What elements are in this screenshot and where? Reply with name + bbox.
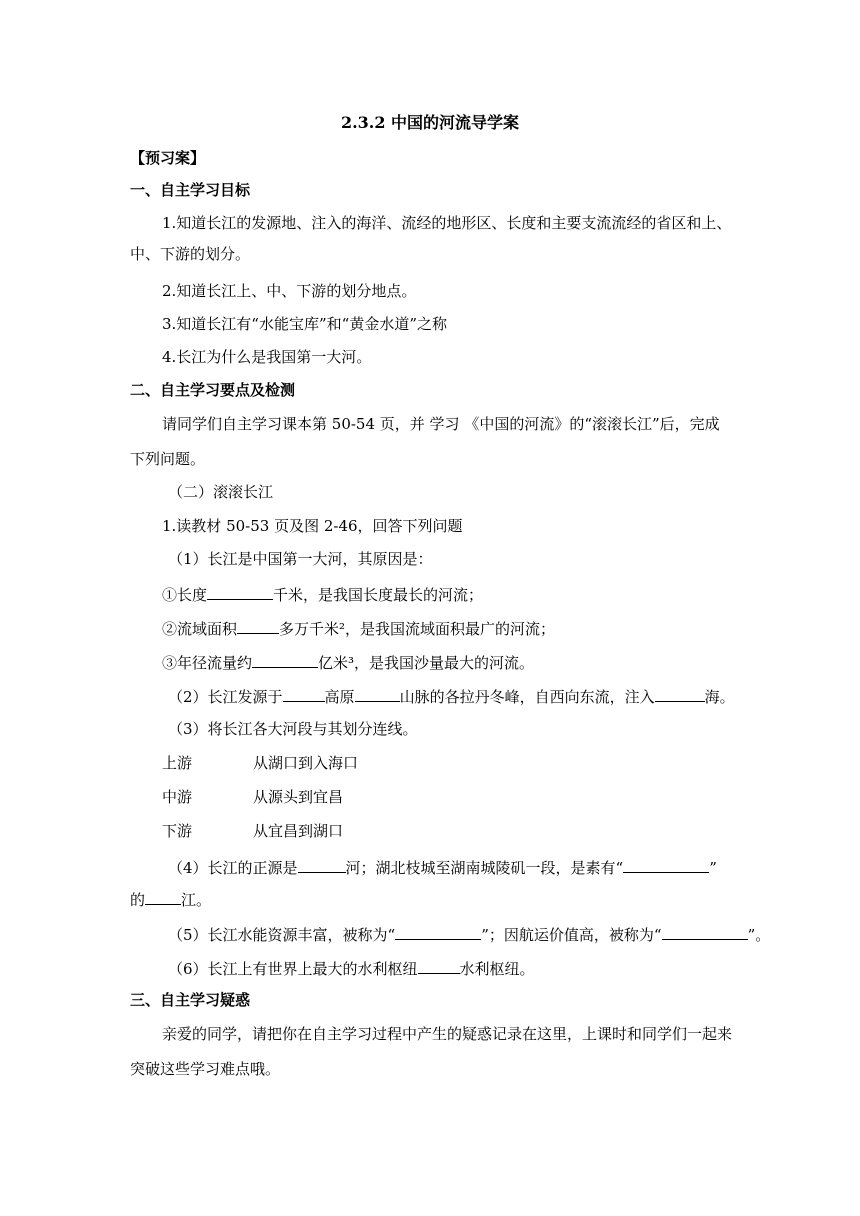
intro-line-1: 请同学们自主学习课本第 50-54 页，并 学习 《中国的河流》的“滚滚长江”后，完成 xyxy=(162,415,720,433)
cause-length: ①长度 千米，是我国长度最长的河流； xyxy=(0,583,860,605)
doubt-line-2: 突破这些学习难点哦。 xyxy=(130,1060,281,1078)
section-preview-heading: 【预习案】 xyxy=(130,149,206,167)
goal-4: 4.长江为什么是我国第一大河。 xyxy=(162,348,372,366)
question-1-1: （1）长江是中国第一大河，其原因是： xyxy=(168,550,433,568)
blank-mountain[interactable] xyxy=(355,685,400,702)
question-4-line-2: 的 江。 xyxy=(0,888,860,910)
doubt-line-1: 亲爱的同学，请把你在自主学习过程中产生的疑惑记录在这里，上课时和同学们一起来 xyxy=(162,1025,733,1043)
blank-basin-area[interactable] xyxy=(237,617,279,634)
blank-dam-name[interactable] xyxy=(418,957,460,974)
blank-runoff[interactable] xyxy=(252,651,318,668)
subsection-yangtze: （二）滚滚长江 xyxy=(168,483,274,501)
heading-learning-goals: 一、自主学习目标 xyxy=(130,181,251,199)
blank-sea[interactable] xyxy=(655,685,705,702)
blank-hydropower-name[interactable] xyxy=(395,923,481,940)
question-4-line-1: （4）长江的正源是 河；湖北枝城至湖南城陵矶一段，是素有“ ” xyxy=(0,856,860,878)
goal-2: 2.知道长江上、中、下游的划分地点。 xyxy=(162,282,417,300)
question-5: （5）长江水能资源丰富，被称为“ ”；因航运价值高，被称为“ ”。 xyxy=(0,923,860,945)
document-page: 2.3.2 中国的河流导学案 【预习案】 一、自主学习目标 1.知道长江的发源地、注入的海洋、流经的地形区、长度和主要支流流经的省区和上、 中、下游的划分。 2.知道长江上、中、下游的划分地点。 3.知道长江有“水能宝库”和“黄金水道”之称 4.长江为什么是我国第一大河。 二、自主学习要点及检测 请同学们自主学习课本第 50-54 页，并 学习 《中国的河流》的“滚滚长江”后，完成 下列问题。 （二）滚滚长江 1.读教材 50-53 页及图 2-46，回答下列问题 （1）长江是中国第一大河，其原因是： ①长度 千米，是我国长度最长的河流； ②流域面积 多万千米²，是我国流域面积最广的河流； ③年径流量约 亿米³，是我国沙量最大的河流。 （2）长江发源于 高原 山脉的各拉丹冬峰，自西向东流，注入 海。 （3）将长江各大河段与其划分连线。 上游 从湖口到入海口 中游 从源头到宜昌 下游 从宜昌到湖口 （4）长江的正源是 河；湖北枝城至湖南城陵矶一段，是素有“ ” 的 江。 （5）长江水能资源丰富，被称为“ ”；因航运价值高，被称为“ ”。 （6）长江上有世界上最大的水利枢纽 水利枢纽。 三、自主学习疑惑 亲爱的同学，请把你在自主学习过程中产生的疑惑记录在这里，上课时和同学们一起来 突破这些学习难点哦。 xyxy=(0,0,860,1216)
blank-nickname[interactable] xyxy=(623,856,709,873)
blank-waterway-name[interactable] xyxy=(662,923,748,940)
question-3: （3）将长江各大河段与其划分连线。 xyxy=(168,720,418,738)
question-1: 1.读教材 50-53 页及图 2-46，回答下列问题 xyxy=(162,517,463,535)
blank-length[interactable] xyxy=(207,583,273,600)
blank-source-river[interactable] xyxy=(298,856,346,873)
cause-basin-area: ②流域面积 多万千米²，是我国流域面积最广的河流； xyxy=(0,617,860,639)
page-title: 2.3.2 中国的河流导学案 xyxy=(340,113,520,132)
heading-doubts: 三、自主学习疑惑 xyxy=(130,991,251,1009)
question-6: （6）长江上有世界上最大的水利枢纽 水利枢纽。 xyxy=(0,957,860,979)
question-2: （2）长江发源于 高原 山脉的各拉丹冬峰，自西向东流，注入 海。 xyxy=(0,685,860,707)
heading-key-points: 二、自主学习要点及检测 xyxy=(130,381,296,399)
goal-3: 3.知道长江有“水能宝库”和“黄金水道”之称 xyxy=(162,315,447,333)
blank-plateau[interactable] xyxy=(283,685,325,702)
goal-1-line-2: 中、下游的划分。 xyxy=(130,245,251,263)
goal-1-line-1: 1.知道长江的发源地、注入的海洋、流经的地形区、长度和主要支流流经的省区和上、 xyxy=(162,214,732,232)
cause-runoff: ③年径流量约 亿米³，是我国沙量最大的河流。 xyxy=(0,651,860,673)
blank-river-name[interactable] xyxy=(145,888,181,905)
intro-line-2: 下列问题。 xyxy=(130,450,206,468)
